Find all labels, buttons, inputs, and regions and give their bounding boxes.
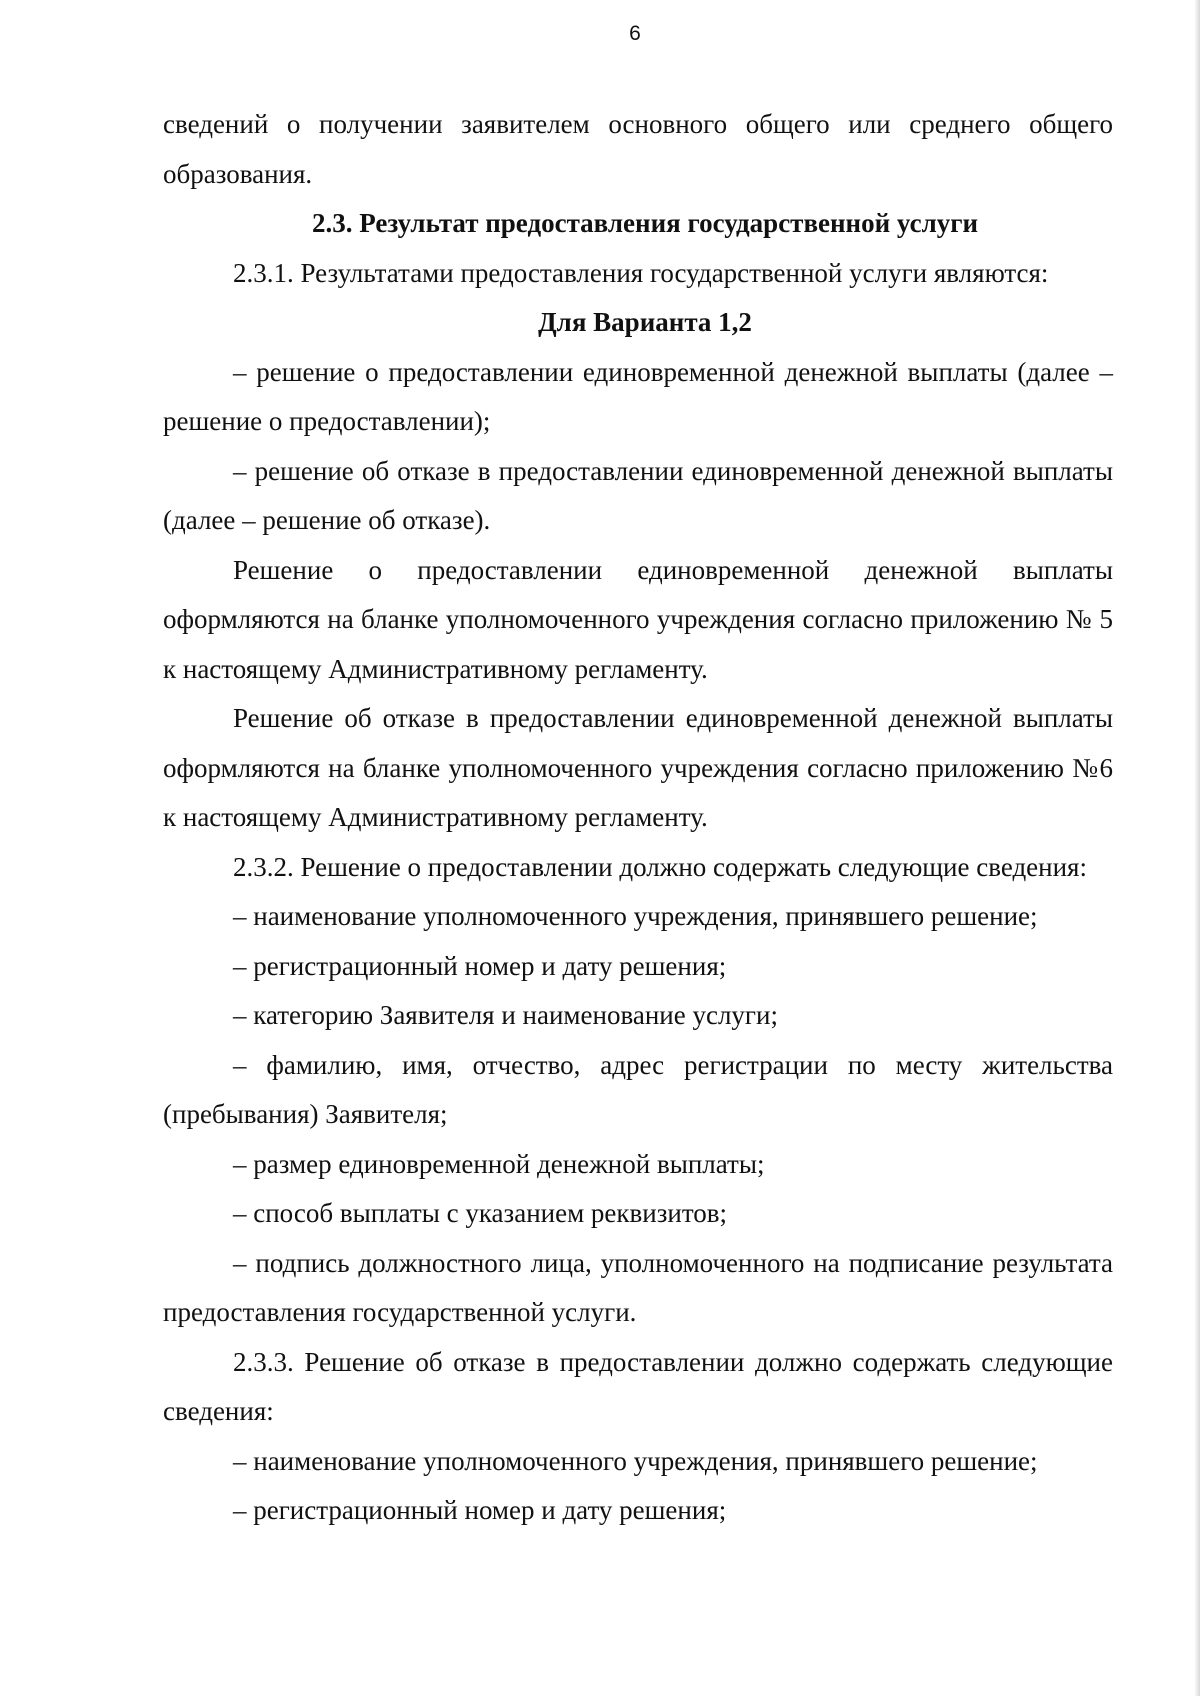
list-item: – фамилию, имя, отчество, адрес регистрации по месту жительства (пребывания) Заявителя; (163, 1049, 1113, 1129)
paragraph-2-3-2: 2.3.2. Решение о предоставлении должно содержать следующие сведения: (233, 851, 1087, 882)
page-edge (1194, 0, 1200, 1696)
paragraph-2-3-3: 2.3.3. Решение об отказе в предоставлении должно содержать следующие сведения: (163, 1346, 1113, 1426)
paragraph-refusal-form: Решение об отказе в предоставлении единовременной денежной выплаты оформляются на бланке уполномоченного учреждения согласно приложению №6 к настоящему Административному регламенту. (163, 703, 1113, 832)
section-heading: 2.3. Результат предоставления государственной услуги (311, 208, 979, 238)
list-item-decision-refusal: – решение об отказе в предоставлении единовременной денежной выплаты (далее – решение об отказе). (163, 455, 1113, 535)
list-item: – наименование уполномоченного учреждения, принявшего решение; (233, 1445, 1038, 1476)
list-item: – регистрационный номер и дату решения; (233, 1495, 727, 1525)
paragraph-continuation: сведений о получении заявителем основного общего или среднего общего образования. (163, 109, 1113, 189)
variant-heading: Для Варианта 1,2 (538, 307, 752, 337)
list-item-decision-grant: – решение о предоставлении единовременной денежной выплаты (далее – решение о предоставлении); (163, 356, 1113, 436)
document-body (163, 100, 1113, 1536)
paragraph-2-3-1: 2.3.1. Результатами предоставления государственной услуги являются: (233, 257, 1049, 288)
list-item: – регистрационный номер и дату решения; (233, 950, 727, 981)
list-item: – категорию Заявителя и наименование услуги; (233, 1000, 778, 1030)
list-item: – наименование уполномоченного учреждения, принявшего решение; (233, 901, 1038, 931)
paragraph-grant-form: Решение о предоставлении единовременной денежной выплаты оформляются на бланке уполномоченного учреждения согласно приложению № 5 к настоящему Административному регламенту. (163, 554, 1113, 684)
list-item: – размер единовременной денежной выплаты; (233, 1148, 765, 1179)
list-item: – способ выплаты с указанием реквизитов; (233, 1198, 728, 1228)
list-item: – подпись должностного лица, уполномоченного на подписание результата предоставления государственной услуги. (163, 1247, 1113, 1327)
page-number: 6 (629, 22, 641, 45)
